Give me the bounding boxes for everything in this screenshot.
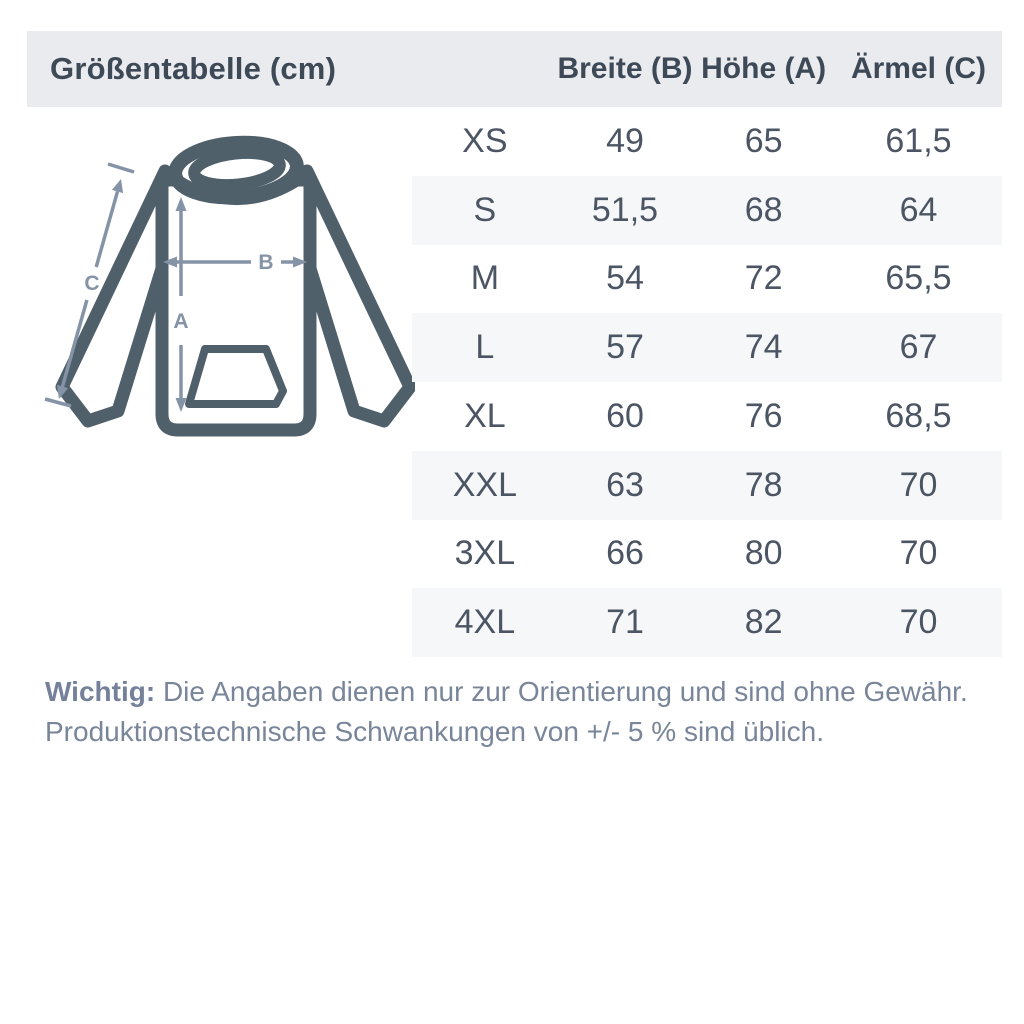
aermel-cell: 64: [899, 190, 938, 229]
measure-label-a: A: [173, 310, 189, 333]
hood-inner-ring: [193, 149, 282, 189]
table-row: [412, 313, 1002, 382]
measure-label-c: C: [84, 272, 100, 295]
page-title: Größentabelle (cm): [50, 51, 337, 86]
hoodie-measurement-diagram: [35, 135, 415, 465]
disclaimer-line2: Produktionstechnische Schwankungen von +/- 5 % sind üblich.: [45, 716, 825, 747]
hoehe-cell: 65: [744, 121, 783, 160]
breite-cell: 71: [606, 603, 644, 642]
breite-cell: 63: [606, 465, 644, 504]
hoehe-cell: 80: [744, 534, 783, 573]
aermel-cell: 70: [899, 465, 938, 504]
hoehe-cell: 72: [744, 259, 783, 298]
column-header-aermel: Ärmel (C): [850, 52, 986, 85]
hoodie-pocket: [189, 349, 283, 404]
breite-cell: 51,5: [591, 190, 659, 229]
disclaimer-note: [45, 672, 995, 752]
size-cell: XS: [462, 121, 508, 160]
breite-cell: 57: [606, 328, 644, 367]
size-cell: 3XL: [454, 534, 516, 573]
table-row: [412, 382, 1002, 451]
breite-cell: 54: [606, 259, 644, 298]
aermel-cell: 70: [899, 603, 938, 642]
breite-cell: 49: [606, 121, 644, 160]
size-cell: XXL: [452, 465, 517, 504]
hoehe-cell: 68: [744, 190, 783, 229]
hoodie-right-sleeve: [304, 171, 410, 421]
aermel-cell: 68,5: [885, 396, 952, 435]
hoehe-cell: 78: [744, 465, 783, 504]
size-cell: XL: [464, 396, 506, 435]
hoodie-left-sleeve: [62, 171, 168, 421]
table-row: [412, 245, 1002, 314]
breite-cell: 66: [606, 534, 644, 573]
column-headers: [412, 31, 1002, 107]
size-cell: M: [470, 259, 500, 298]
hoehe-cell: 76: [744, 396, 783, 435]
hoehe-cell: 74: [744, 328, 783, 367]
size-table: [412, 107, 1002, 657]
table-row: [412, 451, 1002, 520]
aermel-cell: 61,5: [885, 121, 952, 160]
size-cell: L: [475, 328, 495, 367]
size-cell: S: [473, 190, 497, 229]
hoehe-cell: 82: [744, 603, 783, 642]
disclaimer-line1: [45, 672, 995, 712]
aermel-cell: 65,5: [885, 259, 952, 298]
table-row: [412, 176, 1002, 245]
table-header-bar: [27, 31, 1002, 107]
breite-cell: 60: [606, 396, 644, 435]
column-header-size: [412, 31, 558, 107]
disclaimer-line1-text: Die Angaben dienen nur zur Orientierung und sind ohne Gewähr.: [155, 676, 968, 707]
aermel-cell: 70: [899, 534, 938, 573]
column-header-breite: Breite (B): [557, 52, 693, 85]
measure-label-b: B: [258, 251, 274, 274]
disclaimer-bold-label: Wichtig:: [45, 676, 156, 707]
table-row: [412, 107, 1002, 176]
aermel-cell: 67: [899, 328, 938, 367]
column-header-hoehe: Höhe (A): [701, 52, 827, 85]
size-cell: 4XL: [454, 603, 516, 642]
table-row: [412, 588, 1002, 657]
table-row: [412, 520, 1002, 589]
